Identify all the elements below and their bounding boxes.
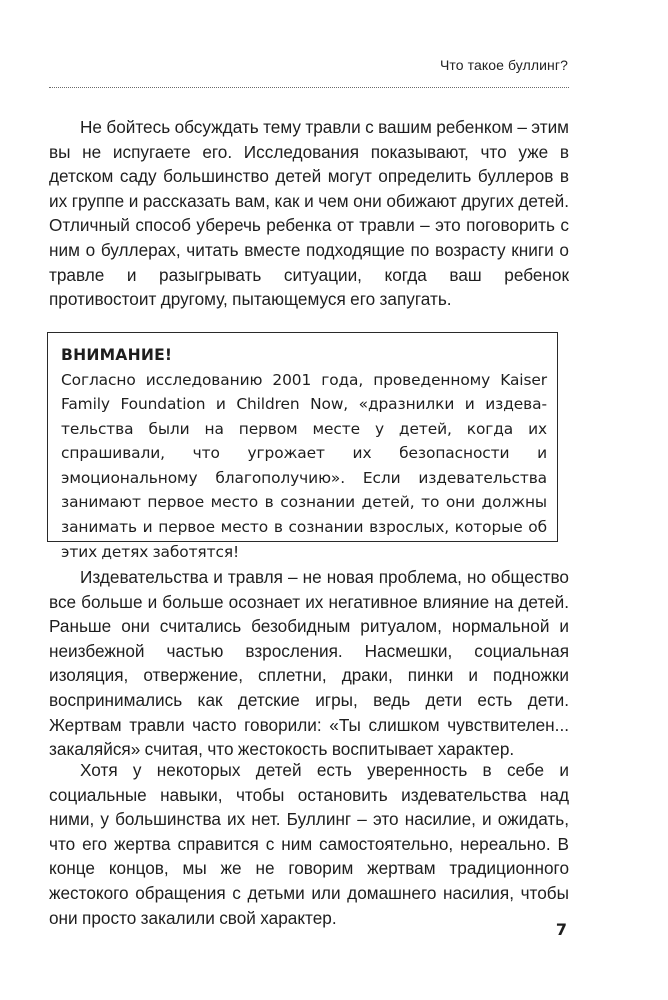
header-divider [49,87,569,88]
callout-title: ВНИМАНИЕ! [61,346,173,364]
page-number: 7 [555,920,567,939]
running-title: Что такое буллинг? [439,57,568,73]
body-paragraph-3: Хотя у некоторых детей есть уверенность в себе и социальные навыки, чтобы остановить издевательства над ними, у большинства их нет. Буллинг – это насилие, и ожидать, что его жертва справится с ним самостоятельно, нереально. В конце концов, мы же не говорим жертвам традиционного жестокого обращения с детьми или домашнего насилия, чтобы они просто закалили свой характер. [49,760,569,928]
body-paragraph-2: Издевательства и травля – не новая проблема, но общество все больше и больше осознает их негативное влияние на детей. Раньше они считались безобидным ритуалом, нормальной и неизбежной частью взросления. Насмешки, социальная изоляция, отвержение, сплетни, драки, пинки и подножки воспринимались как детские игры, ведь дети есть дети. Жертвам травли часто говорили: «Ты слишком чувствителен... закаляйся» считая, что жестокость воспитывает характер. [49,567,569,760]
callout-body: Согласно исследованию 2001 года, проведенному Kaiser Family Foundation и Children Now, «дразнилки и издевательства были на первом месте у детей, когда их спрашивали, что угрожает их безопасности и эмоциональному благополучию». Если издевательства занимают первое место в сознании детей, то они должны занимать и первое место в сознании взрослых, которые об этих детях заботятся! [61,370,547,561]
body-paragraph-1: Не бойтесь обсуждать тему травли с вашим ребенком – этим вы не испугаете его. Исследования показывают, что уже в детском саду большинство детей могут определить буллеров в их группе и рассказать вам, как и чем они обижают других детей. Отличный способ уберечь ребенка от травли – это поговорить с ним о буллерах, читать вместе подходящие по возрасту книги о травле и разыгрывать ситуации, когда ваш ребенок противостоит другому, пытающемуся его запугать. [49,117,569,310]
attention-callout-box [47,332,558,561]
